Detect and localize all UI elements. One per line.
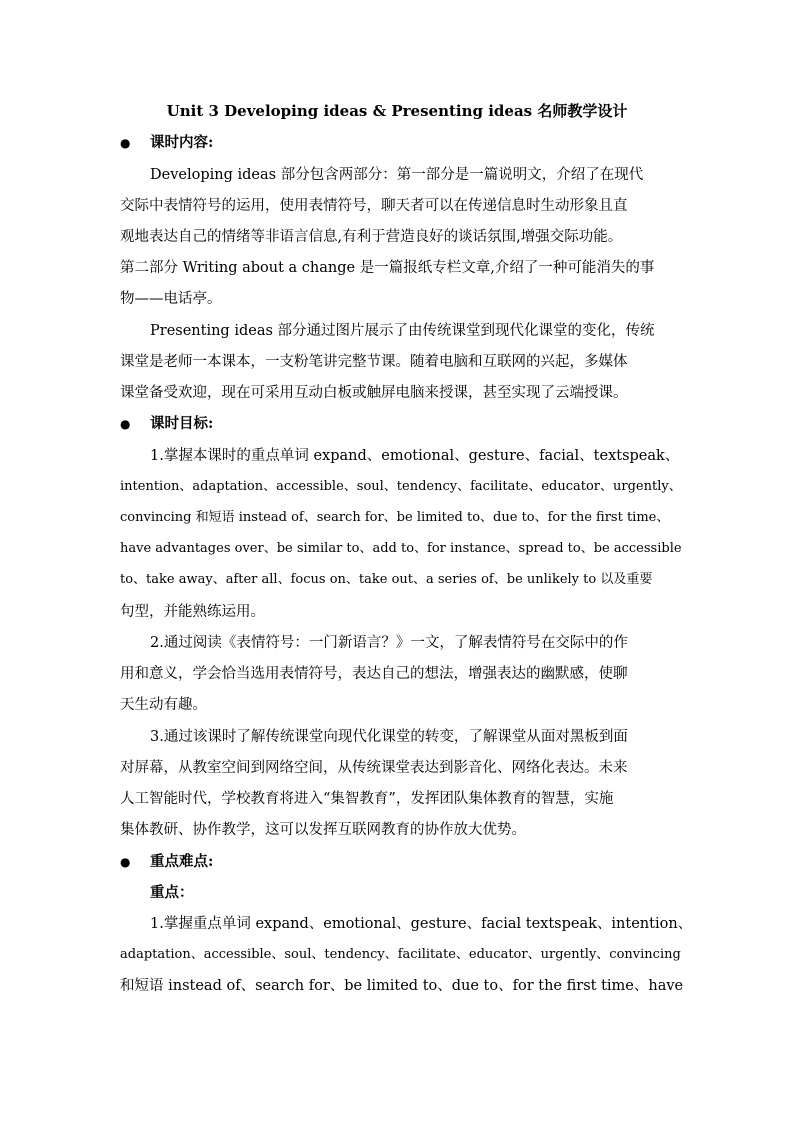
bullet-icon: ● <box>120 855 131 869</box>
paragraph-line: 交际中表情符号的运用，使用表情符号，聊天者可以在传递信息时生动形象且直 <box>120 198 628 214</box>
paragraph-line: 集体教研、协作教学，这可以发挥互联网教育的协作放大优势。 <box>120 822 526 838</box>
paragraph-line: 人工智能时代，学校教育将进入“集智教育”，发挥团队集体教育的智慧，实施 <box>120 791 614 807</box>
paragraph-line: convincing 和短语 instead of、search for、be limited to、due to、for the first time、 <box>120 510 670 525</box>
paragraph-line: Developing ideas 部分包含两部分：第一部分是一篇说明文，介绍了在现代 <box>150 167 644 183</box>
paragraph-line: 1.掌握重点单词 expand、emotional、gesture、facial textspeak、intention、 <box>150 916 693 932</box>
section-heading-key-points <box>120 851 213 873</box>
paragraph-line: 观地表达自己的情绪等非语言信息,有利于营造良好的谈话氛围,增强交际功能。 <box>120 229 623 245</box>
paragraph-line: 1.掌握本课时的重点单词 expand、emotional、gesture、facial、textspeak、 <box>150 448 680 464</box>
paragraph-line: adaptation、accessible、soul、tendency、facilitate、educator、urgently、convincing <box>120 947 681 962</box>
paragraph-line: Presenting ideas 部分通过图片展示了由传统课堂到现代化课堂的变化，传统 <box>150 323 655 339</box>
paragraph-line: 课堂是老师一本课本，一支粉笔讲完整节课。随着电脑和互联网的兴起，多媒体 <box>120 354 628 370</box>
subheading-key: 重点： <box>150 884 194 901</box>
paragraph-line: to、take away、after all、focus on、take out、a series of、be unlikely to 以及重要 <box>120 572 653 587</box>
paragraph-line: 天生动有趣。 <box>120 697 207 713</box>
paragraph-line: 第二部分 Writing about a change 是一篇报纸专栏文章,介绍了一种可能消失的事 <box>120 260 655 276</box>
paragraph-line: 对屏幕，从教室空间到网络空间，从传统课堂表达到影音化、网络化表达。未来 <box>120 760 628 776</box>
paragraph-line: 课堂备受欢迎，现在可采用互动白板或触屏电脑来授课，甚至实现了云端授课。 <box>120 385 628 401</box>
section-heading-label: 重点难点: <box>150 853 214 870</box>
paragraph-line: 用和意义，学会恰当选用表情符号，表达自己的想法，增强表达的幽默感，使聊 <box>120 666 628 682</box>
paragraph-line: 和短语 instead of、search for、be limited to、due to、for the first time、have <box>120 978 684 994</box>
paragraph-line: 物——电话亭。 <box>120 291 222 307</box>
paragraph-line: intention、adaptation、accessible、soul、tendency、facilitate、educator、urgently、 <box>120 479 682 494</box>
paragraph-line: 3.通过该课时了解传统课堂向现代化课堂的转变，了解课堂从面对黑板到面 <box>150 729 628 745</box>
bullet-icon: ● <box>120 136 131 150</box>
section-heading-content <box>120 132 213 154</box>
page-title: Unit 3 Developing ideas & Presenting ideas 名师教学设计 <box>166 102 628 120</box>
section-heading-label: 课时内容: <box>150 134 214 151</box>
paragraph-line: have advantages over、be similar to、add to、for instance、spread to、be accessible <box>120 541 682 556</box>
section-heading-label: 课时目标: <box>150 415 214 432</box>
paragraph-line: 句型，并能熟练运用。 <box>120 604 265 620</box>
bullet-icon: ● <box>120 417 131 431</box>
paragraph-line: 2.通过阅读《表情符号：一门新语言？》一文，了解表情符号在交际中的作 <box>150 635 628 651</box>
section-heading-goals <box>120 413 213 435</box>
